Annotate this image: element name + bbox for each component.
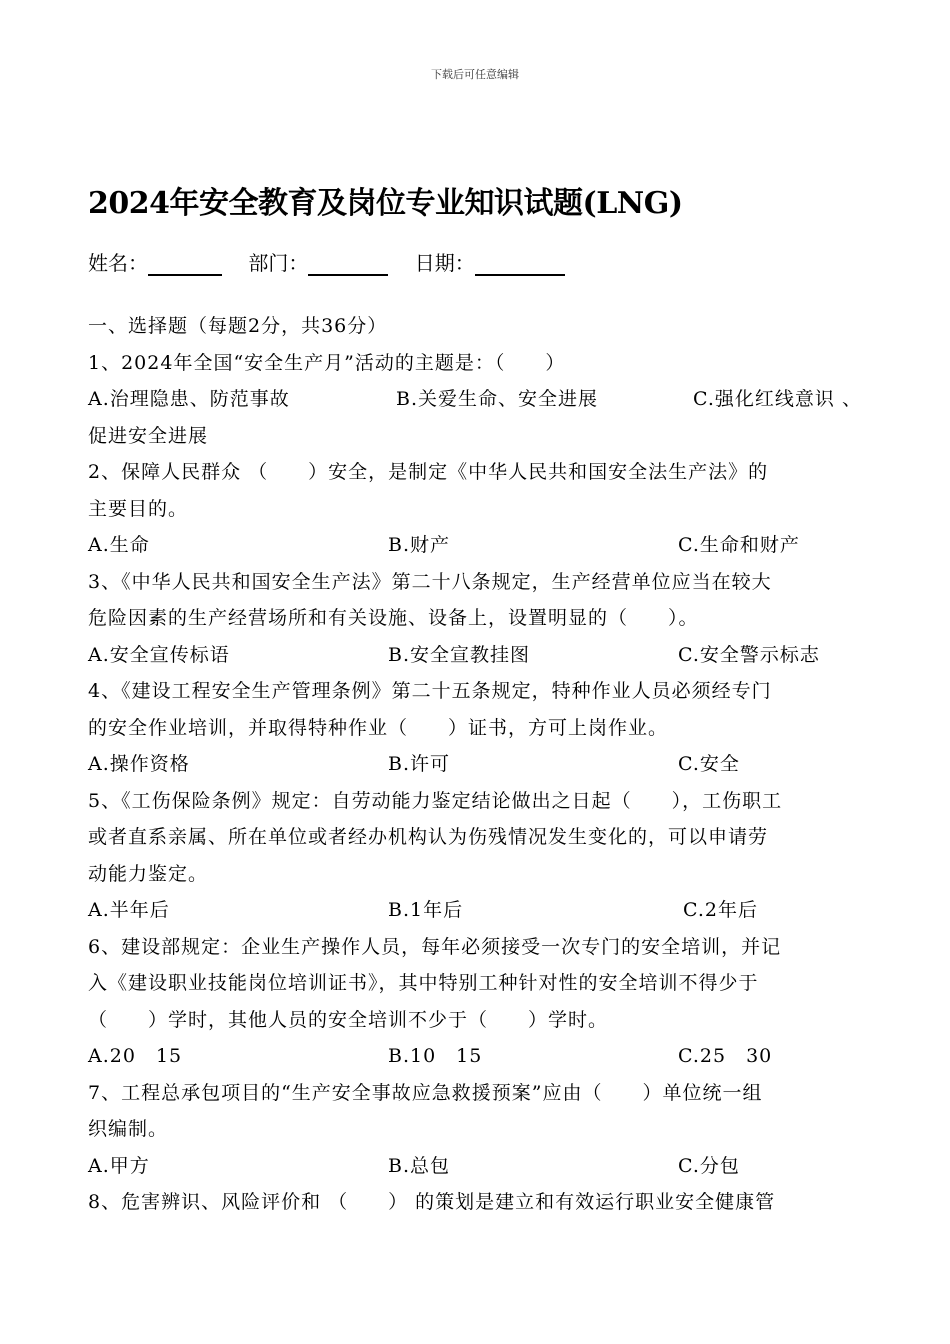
option-a: A.甲方 <box>88 1154 150 1177</box>
name-label: 姓名： <box>88 251 148 275</box>
option-a: A.半年后 <box>88 899 170 921</box>
question-1 <box>88 345 868 455</box>
question-text: 或者直系亲属、所在单位或者经办机构认为伤残情况发生变化的，可以申请劳 <box>88 826 769 848</box>
options-row <box>88 637 868 674</box>
option-a: A.生命 <box>88 534 150 556</box>
option-c: C.2年后 <box>683 899 758 921</box>
question-text: 入《建设职业技能岗位培训证书》，其中特别工种针对性的安全培训不得少于 <box>88 972 759 994</box>
question-text: 6、建设部规定：企业生产操作人员，每年必须接受一次专门的安全培训，并记 <box>88 935 782 958</box>
options-row <box>88 1038 868 1075</box>
option-c: C.强化红线意识 、 <box>693 388 862 410</box>
option-b: B.1年后 <box>388 899 464 921</box>
question-2 <box>88 454 868 564</box>
option-c: C.25 30 <box>678 1045 773 1067</box>
options-row <box>88 381 868 418</box>
option-b: B.总包 <box>388 1154 451 1177</box>
dept-blank[interactable] <box>308 252 388 276</box>
question-text: 动能力鉴定。 <box>88 862 209 885</box>
option-c: C.分包 <box>678 1154 740 1177</box>
option-b: B.财产 <box>388 534 451 556</box>
option-a: A.治理隐患、防范事故 <box>88 388 290 410</box>
option-b: B.关爱生命、安全进展 <box>396 388 599 410</box>
question-content <box>88 308 868 1221</box>
options-row <box>88 1148 868 1185</box>
option-a: A.20 15 <box>88 1045 183 1067</box>
option-a: A.操作资格 <box>88 753 190 775</box>
option-c: C.生命和财产 <box>678 534 800 556</box>
option-a: A.安全宣传标语 <box>88 643 230 666</box>
question-4 <box>88 673 868 783</box>
question-8-text: 8、危害辨识、风险评价和 （ ） 的策划是建立和有效运行职业安全健康管 <box>88 1191 776 1213</box>
page-title: 2024年安全教育及岗位专业知识试题(LNG) <box>88 186 683 221</box>
option-b: B.许可 <box>388 753 451 775</box>
name-field <box>88 247 222 276</box>
date-label: 日期： <box>414 251 475 275</box>
question-text: 的安全作业培训，并取得特种作业（ ）证书，方可上岗作业。 <box>88 716 669 739</box>
question-text: （ ）学时，其他人员的安全培训不少于（ ）学时。 <box>88 1008 609 1031</box>
option-b: B.10 15 <box>388 1045 483 1067</box>
dept-label: 部门： <box>248 251 309 275</box>
options-row <box>88 527 868 564</box>
name-blank[interactable] <box>148 252 222 276</box>
dept-field <box>248 247 388 276</box>
question-text: 1、2024年全国“安全生产月”活动的主题是：（ ） <box>88 351 566 374</box>
header-note: 下载后可任意编辑 <box>431 68 519 81</box>
question-text: 5、《工伤保险条例》规定：自劳动能力鉴定结论做出之日起（ ），工伤职工 <box>88 789 783 812</box>
question-5 <box>88 783 868 929</box>
date-field <box>415 247 565 276</box>
question-text: 主要目的。 <box>88 497 189 520</box>
question-text: 织编制。 <box>88 1118 169 1140</box>
option-continuation: 促进安全进展 <box>88 424 209 447</box>
date-blank[interactable] <box>475 252 565 276</box>
option-c: C.安全警示标志 <box>678 643 820 666</box>
question-text: 7、工程总承包项目的“生产安全事故应急救援预案”应由（ ）单位统一组 <box>88 1081 763 1104</box>
question-text: 2、保障人民群众 （ ）安全，是制定《中华人民共和国安全法生产法》的 <box>88 461 769 483</box>
option-c: C.安全 <box>678 753 740 775</box>
question-text: 4、《建设工程安全生产管理条例》第二十五条规定，特种作业人员必须经专门 <box>88 680 772 702</box>
question-3 <box>88 564 868 674</box>
options-row <box>88 746 868 783</box>
question-text: 危险因素的生产经营场所和有关设施、设备上，设置明显的（ ）。 <box>88 607 699 629</box>
info-row <box>88 247 585 276</box>
options-row <box>88 892 868 929</box>
question-6 <box>88 929 868 1075</box>
question-7 <box>88 1075 868 1185</box>
question-text: 3、《中华人民共和国安全生产法》第二十八条规定，生产经营单位应当在较大 <box>88 570 772 593</box>
section-heading: 一、选择题（每题2分，共36分） <box>88 315 388 337</box>
option-b: B.安全宣教挂图 <box>388 643 531 666</box>
